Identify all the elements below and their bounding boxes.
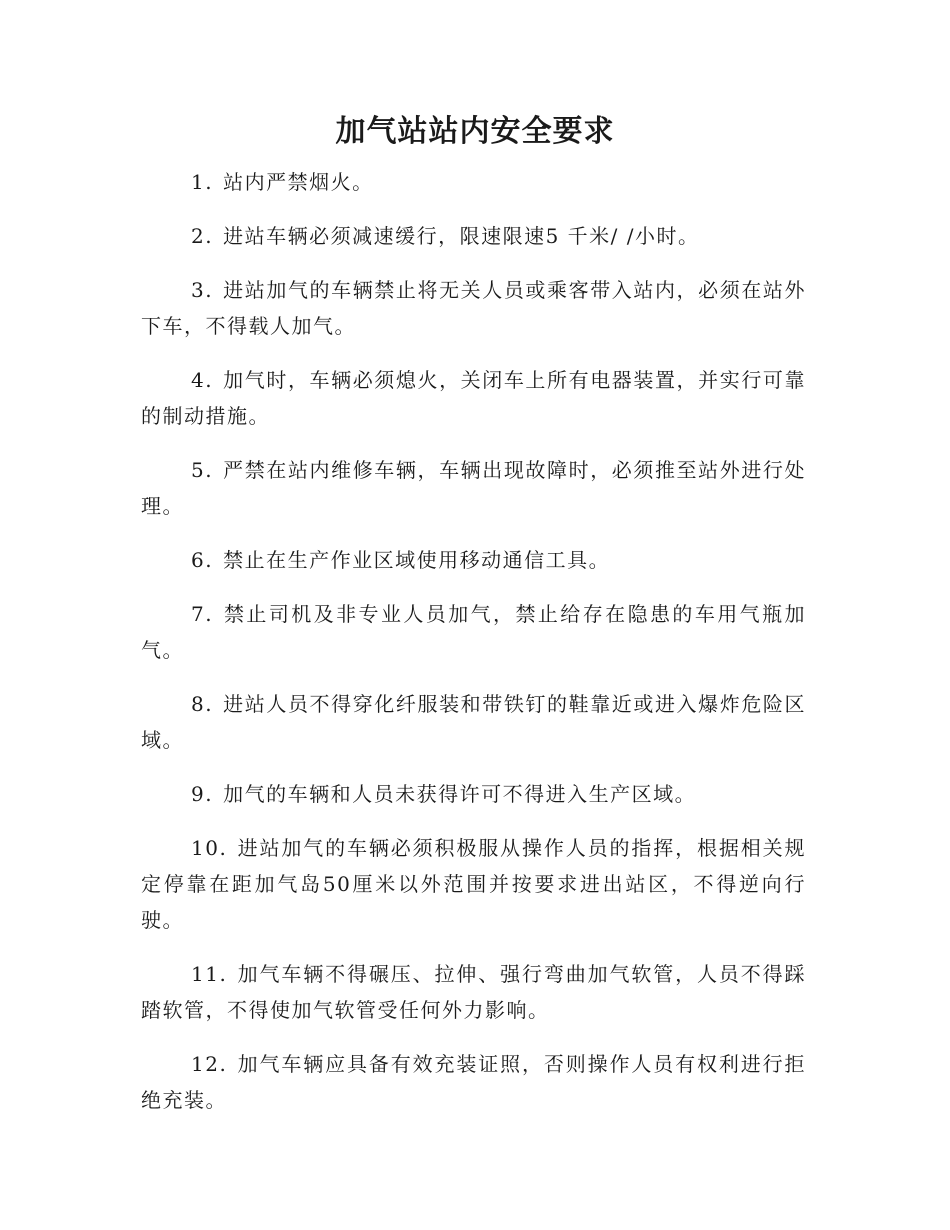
rule-number: 12.	[191, 1052, 228, 1076]
rule-text: 加气时，车辆必须熄火，关闭车上所有电器装置，并实行可靠的制动措施。	[141, 368, 806, 428]
rule-item	[141, 686, 806, 758]
rule-text: 加气车辆不得碾压、拉伸、强行弯曲加气软管，人员不得踩踏软管，不得使加气软管受任何外力影响。	[141, 962, 806, 1022]
rule-text: 禁止司机及非专业人员加气，禁止给存在隐患的车用气瓶加气。	[141, 602, 806, 662]
rule-item	[141, 362, 806, 434]
rule-item	[141, 218, 806, 254]
rule-text: 进站车辆必须减速缓行，限速限速5 千米/ /小时。	[223, 224, 700, 248]
rule-item	[141, 164, 806, 200]
rule-number: 6.	[191, 548, 214, 572]
rule-item	[141, 956, 806, 1028]
rule-text: 加气的车辆和人员未获得许可不得进入生产区域。	[223, 782, 697, 806]
rule-number: 11.	[191, 962, 228, 986]
rule-text: 进站加气的车辆禁止将无关人员或乘客带入站内，必须在站外下车，不得载人加气。	[141, 278, 806, 338]
page-title: 加气站站内安全要求	[335, 114, 615, 149]
rule-text: 站内严禁烟火。	[223, 170, 374, 194]
rule-number: 4.	[191, 368, 214, 392]
rule-item	[141, 596, 806, 668]
rule-number: 5.	[191, 458, 214, 482]
rule-number: 7.	[191, 602, 214, 626]
rule-item	[141, 1046, 806, 1118]
rule-number: 9.	[191, 782, 214, 806]
rule-item	[141, 776, 806, 812]
rule-item	[141, 542, 806, 578]
rule-item	[141, 452, 806, 524]
rule-item	[141, 272, 806, 344]
rule-text: 严禁在站内维修车辆，车辆出现故障时，必须推至站外进行处理。	[141, 458, 806, 518]
rule-text: 加气车辆应具备有效充装证照，否则操作人员有权利进行拒绝充装。	[141, 1052, 806, 1112]
rule-number: 2.	[191, 224, 214, 248]
rule-number: 1.	[191, 170, 214, 194]
rule-number: 10.	[191, 836, 228, 860]
rule-text: 禁止在生产作业区域使用移动通信工具。	[223, 548, 611, 572]
rule-text: 进站人员不得穿化纤服装和带铁钉的鞋靠近或进入爆炸危险区域。	[141, 692, 806, 752]
rule-number: 8.	[191, 692, 214, 716]
rules-list	[141, 164, 806, 1136]
rule-item	[141, 830, 806, 938]
rule-number: 3.	[191, 278, 214, 302]
rule-text: 进站加气的车辆必须积极服从操作人员的指挥，根据相关规定停靠在距加气岛50厘米以外范围并按要求进出站区，不得逆向行驶。	[141, 836, 806, 932]
